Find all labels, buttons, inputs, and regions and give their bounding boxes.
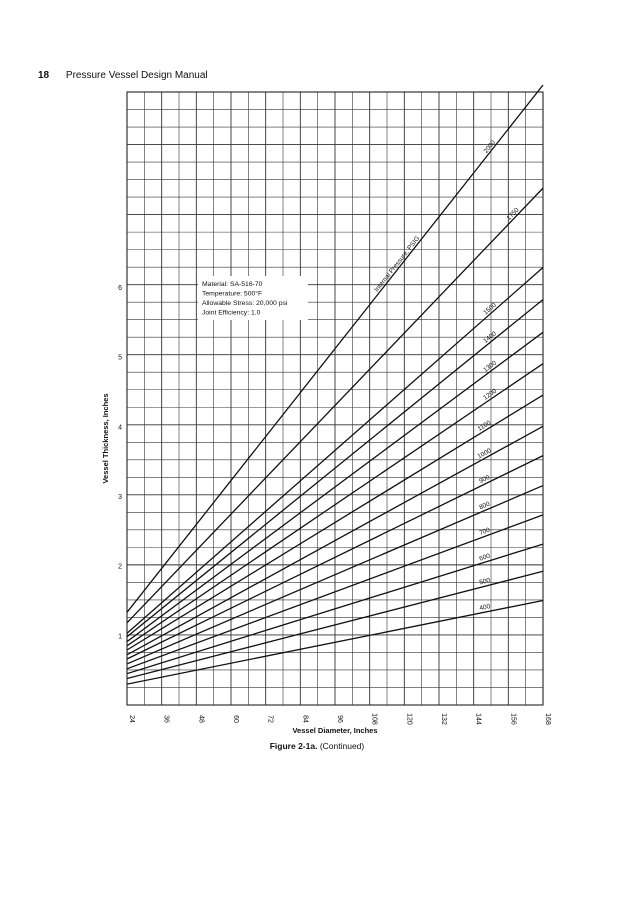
y-tick-label: 4 <box>118 424 122 432</box>
figure-label: Figure 2-1a. <box>269 741 318 751</box>
x-tick-label: 156 <box>509 713 517 725</box>
series-label-1100: 1100 <box>476 419 493 433</box>
x-tick-label: 108 <box>370 713 378 725</box>
series-label-1500: 1500 <box>482 301 498 317</box>
y-tick-label: 5 <box>118 354 122 362</box>
series-label-1400: 1400 <box>482 330 498 345</box>
figure-caption <box>0 741 634 751</box>
series-label-400: 400 <box>478 603 491 613</box>
info-box-line: Temperature: 500°F <box>202 290 263 298</box>
book-title: Pressure Vessel Design Manual <box>65 70 208 81</box>
y-axis-title: Vessel Thickness, Inches <box>101 393 110 484</box>
series-group-label: Internal Pressure, PSIG <box>373 235 422 294</box>
x-tick-label: 24 <box>128 715 135 723</box>
x-tick-label: 120 <box>405 713 413 725</box>
series-label-900: 900 <box>478 473 491 486</box>
x-tick-label: 36 <box>162 715 170 723</box>
info-box-line: Joint Efficiency: 1.0 <box>202 309 261 317</box>
series-label-500: 500 <box>478 576 491 587</box>
series-label-600: 600 <box>478 552 492 563</box>
series-label-800: 800 <box>478 500 492 512</box>
y-tick-label: 2 <box>118 563 122 571</box>
x-tick-label: 168 <box>544 713 551 725</box>
info-box-line: Allowable Stress: 20,000 psi <box>202 300 288 307</box>
y-tick-label: 1 <box>118 633 122 641</box>
series-label-700: 700 <box>478 526 492 537</box>
series-label-2000: 2000 <box>482 139 498 155</box>
series-label-1200: 1200 <box>482 387 499 402</box>
series-label-1750: 1750 <box>505 206 521 222</box>
x-axis-title: Vessel Diameter, Inches <box>292 726 378 735</box>
page-number: 18 <box>38 70 50 81</box>
info-box-line: Material: SA-516-70 <box>202 281 263 288</box>
x-tick-label: 84 <box>301 715 309 723</box>
x-tick-label: 132 <box>440 713 447 725</box>
x-tick-label: 72 <box>266 715 274 723</box>
x-tick-label: 48 <box>197 715 205 723</box>
series-label-1000: 1000 <box>476 447 493 461</box>
series-label-1300: 1300 <box>482 359 498 374</box>
figure-continued: (Continued) <box>319 741 365 751</box>
y-tick-label: 3 <box>118 494 122 502</box>
x-tick-label: 60 <box>232 715 239 723</box>
x-tick-label: 96 <box>336 715 343 723</box>
x-tick-label: 144 <box>474 713 482 725</box>
y-tick-label: 6 <box>118 285 122 293</box>
